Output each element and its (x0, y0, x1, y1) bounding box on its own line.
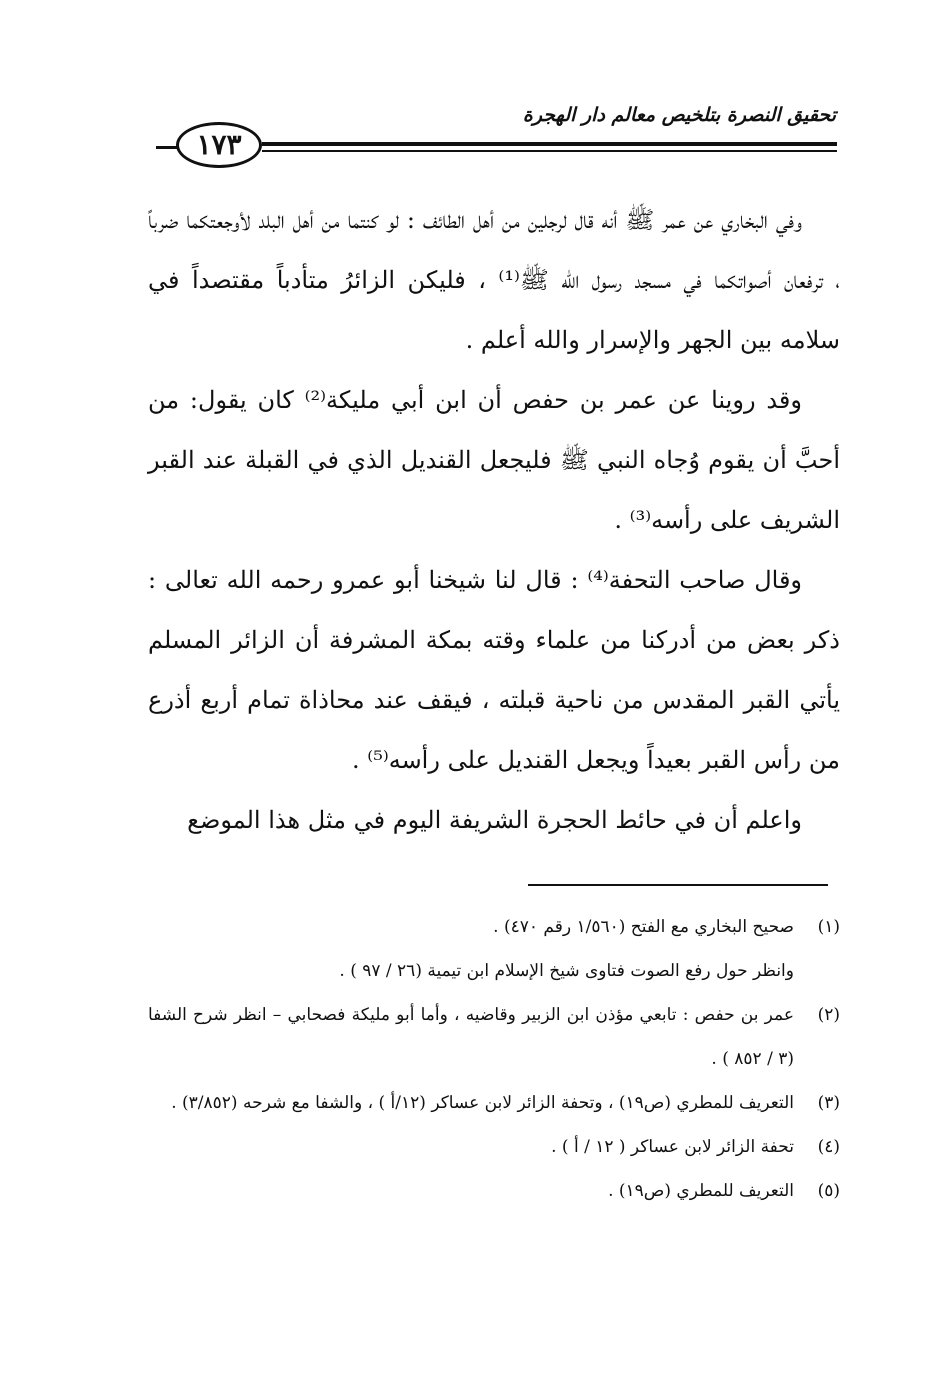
footnote (148, 1125, 840, 1169)
footnote-text: التعريف للمطري (ص١٩) ، وتحفة الزائر لابن عساكر (١٢/أ ) ، والشفا مع شرحه (٣/٨٥٢) . (171, 1093, 794, 1113)
header-rule-left (156, 146, 178, 149)
footnote-number: (١) (817, 917, 840, 937)
footnote-text: عمر بن حفص : تابعي مؤذن ابن الزبير وقاضيه ، وأما أبو مليكة فصحابي – انظر شرح الشفا (٣ / ٨٥٢ ) . (148, 1005, 794, 1069)
paragraph: وفي البخاري عن عمر ﷺ أنه قال لرجلين من أهل الطائف : لو كنتما من أهل البلد لأوجعتكما ضرباً ، ترفعان أصواتكما في مسجد رسول الله ﷺ⁽¹⁾ ، فليكن الزائرُ متأدباً مقتصداً في سلامه بين الجهر والإسرار والله أعلم . (148, 206, 840, 354)
paragraph: وقال صاحب التحفة⁽⁴⁾ : قال لنا شيخنا أبو عمرو رحمه الله تعالى : ذكر بعض من أدركنا من علماء وقته بمكة المشرفة أن الزائر المسلم يأتي القبر المقدس من ناحية قبلته ، فيقف عند محاذاة تمام أربع أذرع من رأس القبر بعيداً ويجعل القنديل على رأسه⁽⁵⁾ . (148, 566, 840, 774)
running-title: تحقيق النصرة بتلخيص معالم دار الهجرة (522, 104, 836, 126)
footnote-number: (٣) (817, 1093, 840, 1113)
page-number: ١٧٣ (196, 128, 242, 161)
footnote-number: (٤) (817, 1137, 840, 1157)
footnote-number: (٢) (817, 1005, 840, 1025)
header-rule-thin (262, 150, 837, 152)
footnote-number: (٥) (817, 1181, 840, 1201)
footnote-text: التعريف للمطري (ص١٩) . (608, 1181, 794, 1201)
footnote (148, 1169, 840, 1213)
footnote-text: صحيح البخاري مع الفتح (١/٥٦٠ رقم ٤٧٠) . (493, 917, 794, 937)
paragraph: واعلم أن في حائط الحجرة الشريفة اليوم في مثل هذا الموضع (187, 806, 802, 834)
page-number-frame (176, 122, 262, 168)
footnote-text: تحفة الزائر لابن عساكر ( ١٢ / أ ) . (551, 1137, 794, 1157)
footnote (148, 993, 840, 1081)
body-text (148, 190, 840, 850)
footnotes (148, 905, 840, 1213)
paragraph: وقد روينا عن عمر بن حفص أن ابن أبي مليكة⁽²⁾ كان يقول: من أحبَّ أن يقوم وُجاه النبي ﷺ فليجعل القنديل الذي في القبلة عند القبر الشريف على رأسه⁽³⁾ . (148, 386, 840, 534)
footnote (148, 1081, 840, 1125)
header-rule (262, 142, 837, 146)
footnote-separator (528, 884, 828, 886)
footnote (148, 905, 840, 949)
footnote-continuation: وانظر حول رفع الصوت فتاوى شيخ الإسلام ابن تيمية (٢٦ / ٩٧ ) . (339, 961, 794, 981)
